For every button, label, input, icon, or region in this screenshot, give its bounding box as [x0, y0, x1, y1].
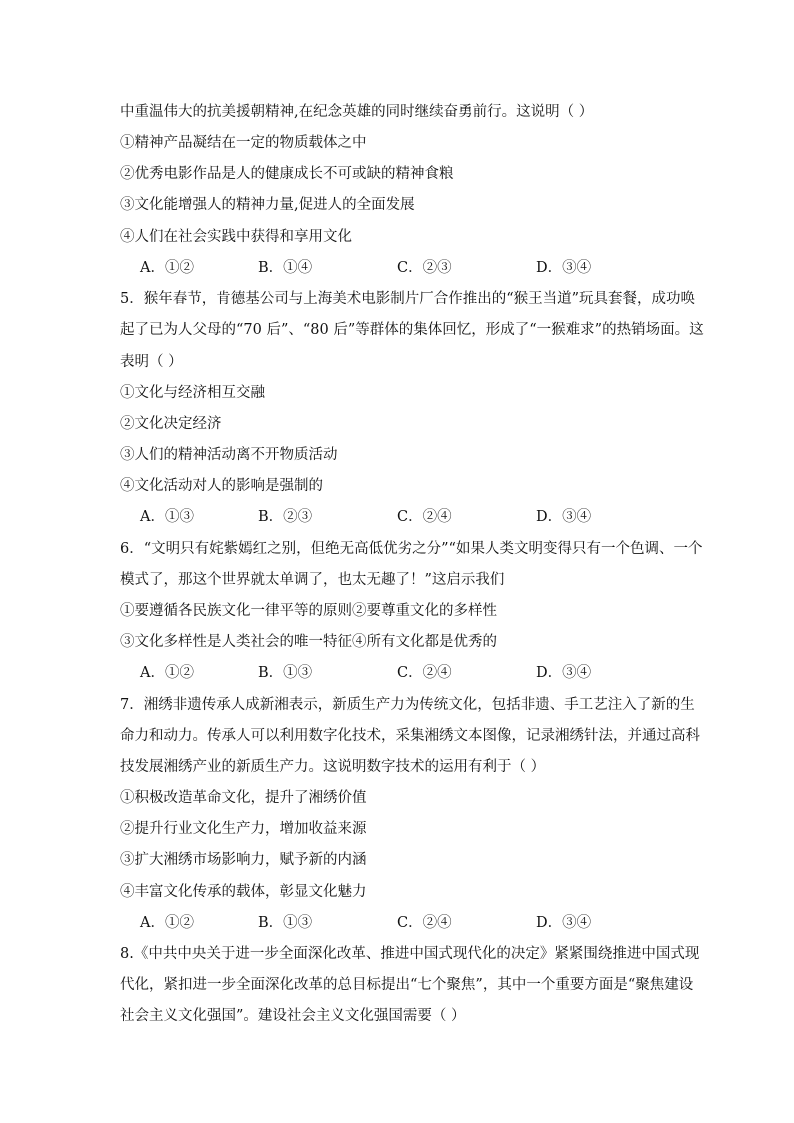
q5-stem-line-2: 起了已为人父母的“70 后”、“80 后”等群体的集体回忆，形成了“一猴难求”的热销场面。这	[120, 322, 704, 338]
q4-options	[0, 258, 794, 278]
q7-statement-2: ②提升行业文化生产力，增加收益来源	[120, 821, 367, 837]
q6-stem-line-2: 模式了，那这个世界就太单调了，也太无趣了！”这启示我们	[120, 572, 505, 588]
q7-option-a: A．①②	[140, 915, 194, 931]
q5-stem-line-3: 表明（ ）	[120, 354, 183, 370]
q7-stem-line-2: 命力和动力。传承人可以利用数字化技术，采集湘绣文本图像，记录湘绣针法，并通过高科	[120, 728, 700, 744]
q5-option-a: A．①③	[140, 509, 194, 525]
q4-statement-4: ④人们在社会实践中获得和享用文化	[120, 229, 352, 245]
q5-option-b: B．②③	[258, 509, 313, 525]
q4-option-d: D．③④	[536, 260, 592, 276]
q6-option-c: C．②④	[397, 665, 452, 681]
q4-option-c: C．②③	[397, 260, 452, 276]
q4-option-b: B．①④	[258, 260, 313, 276]
q7-stem-line-3: 技发展湘绣产业的新质生产力。这说明数字技术的运用有利于（ ）	[120, 759, 546, 775]
q6-option-b: B．①③	[258, 665, 313, 681]
q8-stem-line-1: 8.《中共中央关于进一步全面深化改革、推进中国式现代化的决定》紧紧围绕推进中国式现	[120, 946, 700, 962]
q5-statement-4: ④文化活动对人的影响是强制的	[120, 478, 323, 494]
q5-statement-3: ③人们的精神活动离不开物质活动	[120, 447, 338, 463]
q6-statements-1-2: ①要遵循各民族文化一律平等的原则②要尊重文化的多样性	[120, 603, 497, 619]
q4-statement-1: ①精神产品凝结在一定的物质载体之中	[120, 135, 367, 151]
q7-option-c: C．②④	[397, 915, 452, 931]
q7-option-d: D．③④	[536, 915, 592, 931]
q7-statement-4: ④丰富文化传承的载体，彰显文化魅力	[120, 884, 367, 900]
q5-stem-line-1: 5．猴年春节，肯德基公司与上海美术电影制片厂合作推出的“猴王当道”玩具套餐，成功唤	[120, 291, 696, 307]
q4-statement-3: ③文化能增强人的精神力量,促进人的全面发展	[120, 197, 415, 213]
q5-option-d: D．③④	[536, 509, 592, 525]
q7-statement-1: ①积极改造革命文化，提升了湘绣价值	[120, 790, 367, 806]
q5-options	[0, 507, 794, 527]
q7-stem-line-1: 7．湘绣非遗传承人成新湘表示，新质生产力为传统文化，包括非遗、手工艺注入了新的生	[120, 697, 695, 713]
q6-option-d: D．③④	[536, 665, 592, 681]
q6-statements-3-4: ③文化多样性是人类社会的唯一特征④所有文化都是优秀的	[120, 634, 497, 650]
q5-option-c: C．②④	[397, 509, 452, 525]
q5-statement-1: ①文化与经济相互交融	[120, 385, 265, 401]
q8-stem-line-2: 代化，紧扣进一步全面深化改革的总目标提出“七个聚焦”，其中一个重要方面是“聚焦建设	[120, 977, 694, 993]
q5-statement-2: ②文化决定经济	[120, 416, 222, 432]
q7-option-b: B．①③	[258, 915, 313, 931]
q6-stem-line-1: 6．“文明只有姹紫嫣红之别，但绝无高低优劣之分”“如果人类文明变得只有一个色调、一个	[120, 541, 703, 557]
q8-stem-line-3: 社会主义文化强国”。建设社会主义文化强国需要（ ）	[120, 1008, 466, 1024]
q7-options	[0, 913, 794, 933]
q4-statement-2: ②优秀电影作品是人的健康成长不可或缺的精神食粮	[120, 166, 454, 182]
q4-option-a: A．①②	[140, 260, 194, 276]
q7-statement-3: ③扩大湘绣市场影响力，赋予新的内涵	[120, 852, 367, 868]
q4-stem-tail: 中重温伟大的抗美援朝精神,在纪念英雄的同时继续奋勇前行。这说明（ ）	[120, 104, 594, 120]
q6-options	[0, 663, 794, 683]
q6-option-a: A．①②	[140, 665, 194, 681]
